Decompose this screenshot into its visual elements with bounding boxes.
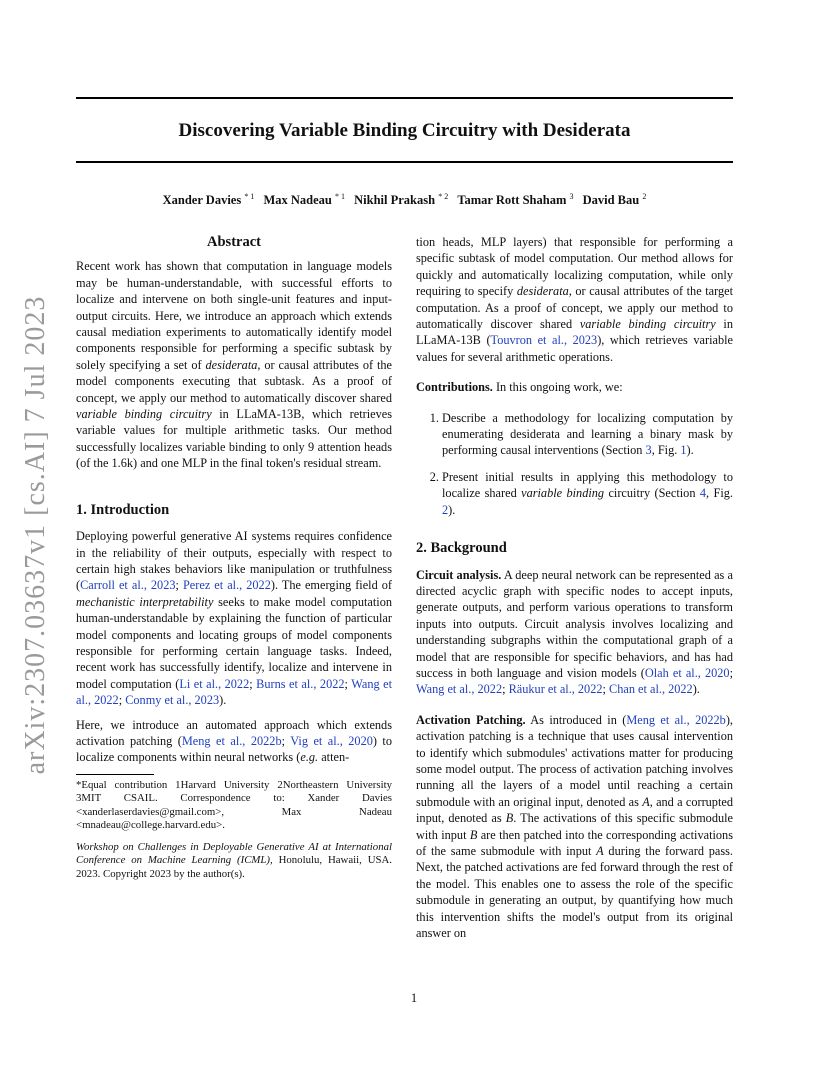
intro-paragraph: Here, we introduce an automated approach which extends activation patching (Meng et al., 2022b; Vig et al., 2020) to localize components within neural networks (e.g. atten- [76,717,393,765]
citation-link[interactable]: Carroll et al., 2023 [80,578,176,593]
affiliation-footnote: *Equal contribution 1Harvard University 2Northeastern University 3MIT CSAIL. Correspondence to: Xander Davies <xanderlaserdavies@gmail.com>, Max Nadeau <mnadeau@college.harvard.edu>. [76,778,392,832]
right-column [416,234,733,949]
citation-link[interactable]: Conmy et al., 2023 [125,693,220,708]
citation-link[interactable]: Meng et al., 2022b [181,733,282,748]
figure-link[interactable]: 1 [680,443,687,458]
citation-link[interactable]: Perez et al., 2022 [182,578,271,593]
section-link[interactable]: 4 [699,486,707,501]
intro-paragraph: Deploying powerful generative AI systems requires confidence in the reliability of their outputs, especially with respect to certain high stakes behaviors like manipulation or truthfulness (Carroll et al., 2023; Perez et al., 2022). The emerging field of mechanistic interpretability seeks to make model computation human-understandable by explaining the function of particular model components and locating groups of model components responsible for performing certain language tasks. Indeed, recent work has successfully identify, localize and intervene in model computation (Li et al., 2022; Burns et al., 2022; Wang et al., 2022; Conmy et al., 2023). [76,529,392,708]
citation-link[interactable]: Chan et al., 2022 [609,682,693,697]
citation-link[interactable]: Meng et al., 2022b [626,712,726,727]
title-rule-top [76,97,733,99]
citation-link[interactable]: Vig et al., 2020 [290,733,373,748]
author: Nikhil Prakash $^{* 2}$ [354,192,449,208]
footnote-rule [76,774,154,775]
footnotes [76,779,392,882]
circuit-analysis-paragraph: Circuit analysis. A deep neural network can be represented as a directed acyclic graph with specific nodes to accept inputs, generate outputs, and perform various operations to transform inputs into outputs. Circuit analysis involves localizing and understanding subgraphs within the computational graph of a model that are responsible for specific behaviors, and has had success in both language and vision models (Olah et al., 2020; Wang et al., 2022; Räukur et al., 2022; Chan et al., 2022). [416,567,733,697]
list-item: 2. Present initial results in applying this methodology to localize shared variable binding circuitry (Section 4, Fig. 2). [442,469,733,518]
abstract-heading: Abstract [207,234,261,250]
author: Max Nadeau $^{* 1}$ [263,192,345,208]
activation-patching-paragraph: Activation Patching. As introduced in (Meng et al., 2022b), activation patching is a technique that uses causal intervention to identify which submodules' activations matter for producing some model output. The process of activation patching involves running all the layers of a model until reaching a certain submodule with an original input, denoted as A, and a corrupted input, denoted as B. The activations of this specific submodule with input B are then patched into the corresponding activations of the same submodule with input A during the forward pass. Next, the patched activations are fed forward through the rest of the model. This enables one to assess the role of the specific submodule in generating an output, by quantifying how much this intervention shifts the model's output from its original answer on [416,712,733,941]
venue-footnote: Workshop on Challenges in Deployable Generative AI at International Conference on Machine Learning (ICML), Honolulu, Hawaii, USA. 2023. Copyright 2023 by the author(s). [76,840,392,880]
citation-link[interactable]: Räukur et al., 2022 [508,682,603,697]
intro-heading: 1. Introduction [76,501,170,518]
citation-link[interactable]: Li et al., 2022 [179,676,250,691]
contributions-list [416,410,733,518]
figure-link[interactable]: 2 [442,502,449,517]
author: Tamar Rott Shaham $^3$ [457,192,574,208]
citation-link[interactable]: Touvron et al., 2023 [490,333,598,348]
title-rule-bottom [76,161,733,163]
author: David Bau $^2$ [582,192,647,208]
background-heading: 2. Background [416,540,507,557]
arxiv-stamp-text: arXiv:2307.03637v1 [cs.AI] 7 Jul 2023 [20,295,51,775]
citation-link[interactable]: Olah et al., 2020 [644,665,730,680]
citation-link[interactable]: Burns et al., 2022 [256,676,345,691]
citation-link[interactable]: Wang et al., 2022 [76,676,392,708]
author-list [76,192,733,208]
abstract-text: Recent work has shown that computation in language models may be human-understandable, with successful efforts to localize and intervene on both single-unit features and input-output circuits. Here, we introduce an approach which extends causal mediation experiments to automatically identify model components responsible for performing a specific subtask by solely specifying a set of desiderata, or causal attributes of the model components executing that subtask. As a proof of concept, we apply our method to automatically discover shared variable binding circuitry in LLaMA-13B, which retrieves variable values for multiple arithmetic tasks. Our method successfully localizes variable binding to only 9 attention heads (of the 1.6k) and one MLP in the final token's residual stream. [76,259,392,471]
intro-continued: tion heads, MLP layers) that responsible for performing a specific subtask of model computation. Our method allows for quickly and automatically localizing computation, while only requiring to specify desiderata, or causal attributes of the target computation. As a proof of concept, we apply our method to automatically discover shared variable binding circuitry in LLaMA-13B (Touvron et al., 2023), which retrieves variable values for several arithmetic operations. [416,235,734,364]
citation-link[interactable]: Wang et al., 2022 [416,682,503,697]
author: Xander Davies $^{* 1}$ [162,192,255,208]
page-number: 1 [410,991,418,1005]
paper-title: Discovering Variable Binding Circuitry with Desiderata [178,120,631,141]
contributions-paragraph: Contributions. In this ongoing work, we: [416,380,623,395]
left-column [76,234,392,889]
arxiv-stamp [16,295,56,775]
section-link[interactable]: 3 [645,443,652,458]
list-item: 1. Describe a methodology for localizing computation by enumerating desiderata and learning a binary mask by performing causal interventions (Section 3, Fig. 1). [442,410,733,459]
